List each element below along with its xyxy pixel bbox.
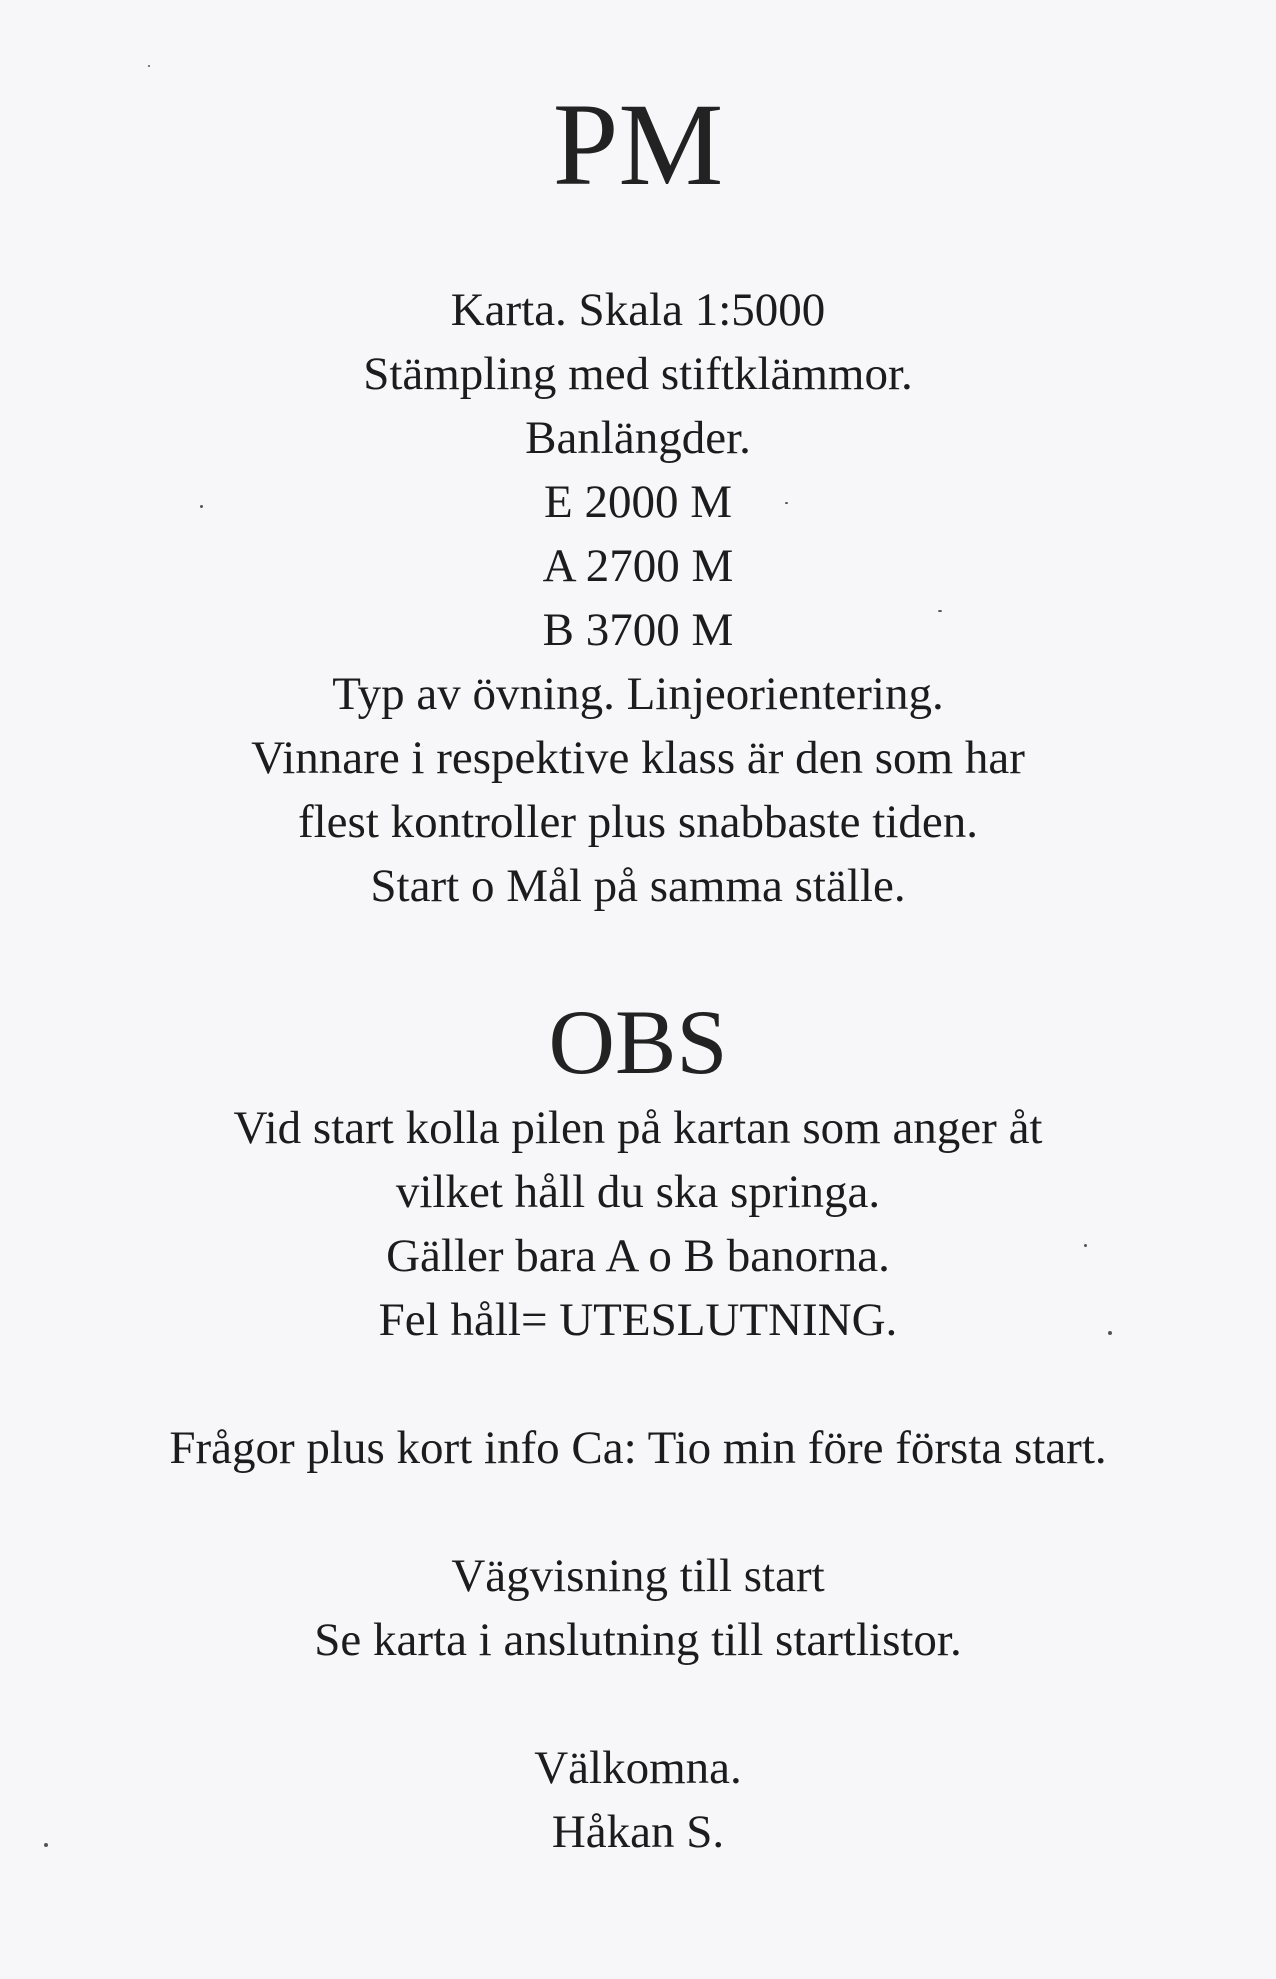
intro-line-punching: Stämpling med stiftklämmor.: [363, 348, 913, 400]
intro-line-start-finish: Start o Mål på samma ställe.: [370, 860, 906, 912]
intro-line-exercise-type: Typ av övning. Linjeorientering.: [332, 668, 944, 720]
scan-speck: [200, 505, 203, 508]
scan-speck: [938, 610, 942, 612]
directions-line-2: Se karta i anslutning till startlistor.: [314, 1614, 962, 1666]
intro-line-winner-rule-1: Vinnare i respektive klass är den som har: [251, 732, 1025, 784]
intro-line-course-a: A 2700 M: [542, 540, 734, 592]
obs-line-1: Vid start kolla pilen på kartan som anger åt: [233, 1102, 1043, 1154]
obs-line-2: vilket håll du ska springa.: [395, 1166, 881, 1218]
intro-line-map-scale: Karta. Skala 1:5000: [450, 284, 826, 336]
document-title: PM: [552, 79, 724, 210]
scan-speck: [1084, 1244, 1087, 1247]
intro-line-winner-rule-2: flest kontroller plus snabbaste tiden.: [297, 796, 979, 848]
closing-line-signature: Håkan S.: [551, 1806, 725, 1858]
directions-line-1: Vägvisning till start: [451, 1550, 825, 1602]
intro-line-course-b: B 3700 M: [542, 604, 734, 656]
intro-line-course-lengths: Banlängder.: [525, 412, 751, 464]
obs-line-4: Fel håll= UTESLUTNING.: [378, 1294, 898, 1346]
scan-speck: [44, 1843, 48, 1847]
obs-heading: OBS: [548, 991, 728, 1093]
scan-speck: [785, 502, 788, 504]
scan-speck: [148, 65, 150, 67]
scan-speck: [1108, 1331, 1112, 1335]
intro-line-course-e: E 2000 M: [544, 476, 732, 528]
closing-line-welcome: Välkomna.: [534, 1742, 742, 1794]
obs-line-3: Gäller bara A o B banorna.: [386, 1230, 890, 1282]
questions-line: Frågor plus kort info Ca: Tio min före första start.: [169, 1422, 1107, 1474]
